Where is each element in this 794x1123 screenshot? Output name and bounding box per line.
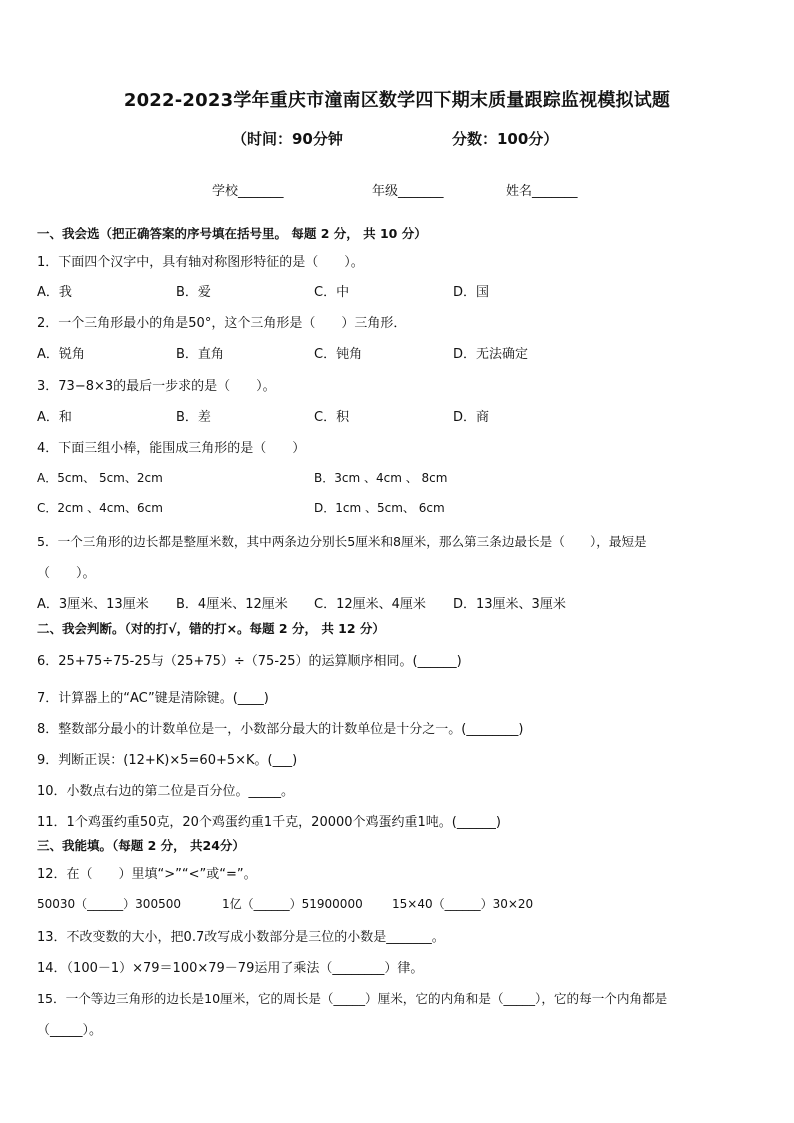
question-12: 12．在（ ）里填“>”“<”或“=”。 — [37, 867, 257, 882]
q2-option-b: B．直角 — [176, 347, 224, 362]
q1-option-a: A．我 — [37, 285, 72, 300]
q5-option-b: B．4厘米、12厘米 — [176, 597, 288, 612]
q5-option-a: A．3厘米、13厘米 — [37, 597, 149, 612]
grade-field — [372, 180, 444, 199]
question-5-line-1: 5．一个三角形的边长都是整厘米数，其中两条边分别长5厘米和8厘米，那么第三条边最长是（ ），最短是 — [37, 534, 647, 549]
q4-option-a: A．5cm、 5cm、2cm — [37, 471, 163, 485]
section-heading-judge: 二、我会判断。（对的打√，错的打×。每题 2 分， 共 12 分） — [37, 621, 385, 636]
question-7: 7．计算器上的“AC”键是清除键。(____) — [37, 691, 269, 706]
question-8: 8．整数部分最小的计数单位是一，小数部分最大的计数单位是十分之一。(________) — [37, 722, 524, 737]
question-2: 2．一个三角形最小的角是50°，这个三角形是（ ）三角形． — [37, 316, 407, 331]
q2-option-d: D．无法确定 — [453, 347, 529, 362]
school-blank: _______ — [238, 184, 284, 199]
name-field — [506, 180, 578, 199]
school-field — [212, 180, 284, 199]
question-9: 9．判断正误：(12+K)×5=60+5×K。(___) — [37, 753, 298, 768]
question-11: 11．1个鸡蛋约重50克，20个鸡蛋约重1千克，20000个鸡蛋约重1吨。(______) — [37, 815, 501, 830]
q3-option-d: D．商 — [453, 410, 490, 425]
exam-time: （时间：90分钟 — [232, 130, 343, 148]
question-13: 13．不改变数的大小，把0.7改写成小数部分是三位的小数是_______。 — [37, 930, 445, 945]
school-label: 学校 — [212, 184, 239, 199]
question-5-line-2: （ ）。 — [37, 566, 96, 581]
section-heading-fill: 三、我能填。（每题 2 分， 共24分） — [37, 838, 245, 853]
grade-label: 年级 — [372, 184, 399, 199]
q1-option-b: B．爱 — [176, 285, 211, 300]
grade-blank: _______ — [398, 184, 444, 199]
q1-option-c: C．中 — [314, 285, 350, 300]
q12-compare-c: 15×40（______）30×20 — [392, 897, 534, 911]
q4-option-c: C．2cm 、4cm、6cm — [37, 501, 163, 515]
question-14: 14．（100－1）×79＝100×79－79运用了乘法（________）律。 — [37, 961, 424, 976]
exam-score: 分数：100分） — [452, 130, 559, 148]
question-1: 1．下面四个汉字中，具有轴对称图形特征的是（ ）。 — [37, 255, 364, 270]
q12-compare-b: 1亿（______）51900000 — [222, 897, 363, 911]
q3-option-b: B．差 — [176, 410, 211, 425]
exam-title: 2022-2023学年重庆市潼南区数学四下期末质量跟踪监视模拟试题 — [123, 90, 671, 111]
section-heading-choice: 一、我会选（把正确答案的序号填在括号里。 每题 2 分， 共 10 分） — [37, 226, 427, 241]
question-6: 6．25+75÷75-25与（25+75）÷（75-25）的运算顺序相同。(______) — [37, 654, 462, 669]
question-15-line-2: （_____）。 — [37, 1023, 103, 1038]
q4-option-d: D．1cm 、5cm、 6cm — [314, 501, 445, 515]
name-label: 姓名 — [506, 184, 533, 199]
question-3: 3．73−8×3的最后一步求的是（ ）。 — [37, 379, 276, 394]
q5-option-c: C．12厘米、4厘米 — [314, 597, 426, 612]
question-10: 10．小数点右边的第二位是百分位。_____。 — [37, 784, 295, 799]
q2-option-c: C．钝角 — [314, 347, 363, 362]
q3-option-a: A．和 — [37, 410, 72, 425]
question-4: 4．下面三组小棒，能围成三角形的是（ ） — [37, 441, 306, 456]
q2-option-a: A．锐角 — [37, 347, 85, 362]
q5-option-d: D．13厘米、3厘米 — [453, 597, 566, 612]
q12-compare-a: 50030（______）300500 — [37, 897, 181, 911]
q4-option-b: B．3cm 、4cm 、 8cm — [314, 471, 448, 485]
name-blank: _______ — [532, 184, 578, 199]
q3-option-c: C．积 — [314, 410, 350, 425]
q1-option-d: D．国 — [453, 285, 490, 300]
question-15-line-1: 15．一个等边三角形的边长是10厘米，它的周长是（_____）厘米，它的内角和是（_____），它的每一个内角都是 — [37, 991, 668, 1006]
